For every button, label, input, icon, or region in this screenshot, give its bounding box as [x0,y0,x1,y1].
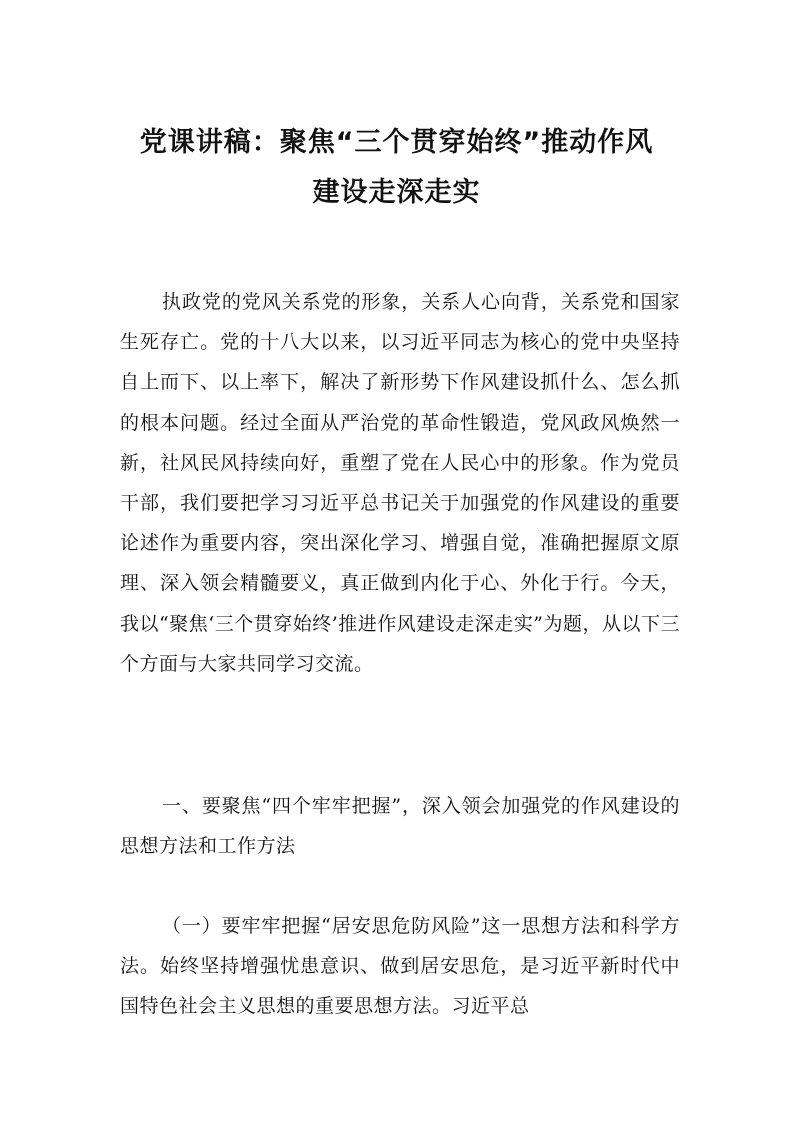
title-line-2: 建设走深走实 [312,177,481,208]
section-heading-1: 一、要聚焦“四个牢牢把握”，深入领会加强党的作风建设的思想方法和工作方法 [120,795,680,858]
document-title [100,118,693,218]
title-line-1: 党课讲稿：聚焦“三个贯穿始终”推动作风 [139,127,654,158]
subsection-paragraph-1: （一）要牢牢把握“居安思危防风险”这一思想方法和科学方法。始终坚持增强忧患意识、做到居安思危，是习近平新时代中国特色社会主义思想的重要思想方法。习近平总 [120,915,680,1018]
intro-paragraph: 执政党的党风关系党的形象，关系人心向背，关系党和国家生死存亡。党的十八大以来，以习近平同志为核心的党中央坚持自上而下、以上率下，解决了新形势下作风建设抓什么、怎么抓的根本问题。经过全面从严治党的革命性锻造，党风政风焕然一新，社风民风持续向好，重塑了党在人民心中的形象。作为党员干部，我们要把学习习近平总书记关于加强党的作风建设的重要论述作为重要内容，突出深化学习、增强自觉，准确把握原文原理、深入领会精髓要义，真正做到内化于心、外化于行。今天，我以“聚焦‘三个贯穿始终’推进作风建设走深走实”为题，从以下三个方面与大家共同学习交流。 [120,291,681,675]
